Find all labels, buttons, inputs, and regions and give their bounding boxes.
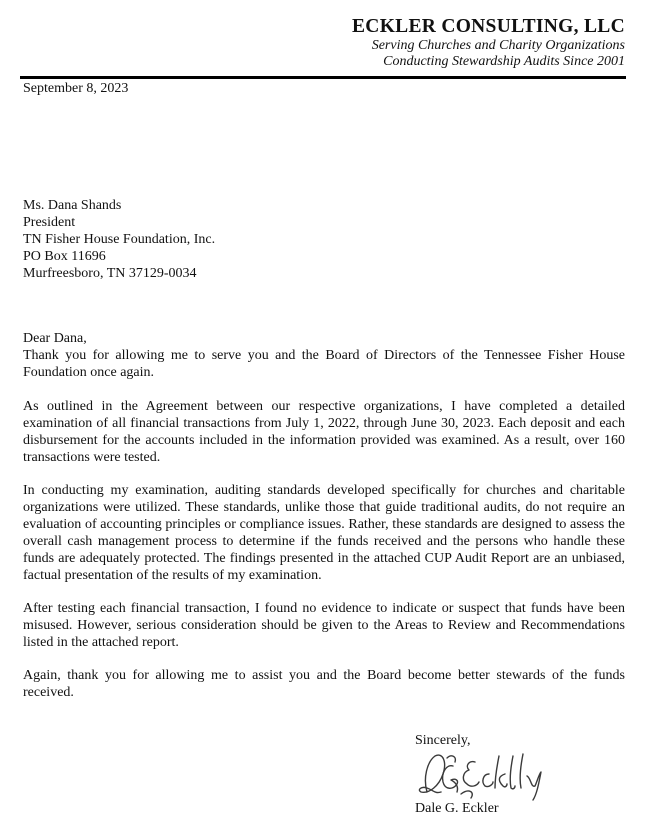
recipient-title: President [23, 215, 76, 230]
recipient-city-state-zip: Murfreesboro, TN 37129-0034 [23, 266, 197, 281]
tagline-serving: Serving Churches and Charity Organizations [371, 38, 625, 53]
paragraph-closing-thanks [23, 667, 625, 701]
letter-date: September 8, 2023 [23, 81, 129, 96]
paragraph-text: As outlined in the Agreement between our respective organizations, I have completed a detailed examination of all financial transactions from July 1, 2022, through June 30, 2023. Each deposit and each disbursement for the accounts included in the information provided was examined. As a result, over 160 transactions were tested. [23, 399, 625, 465]
recipient-address [23, 197, 215, 282]
recipient-organization: TN Fisher House Foundation, Inc. [23, 232, 216, 247]
paragraph-thanks [23, 347, 625, 381]
recipient-name: Ms. Dana Shands [23, 198, 122, 213]
tagline-conducting: Conducting Stewardship Audits Since 2001 [383, 54, 625, 69]
paragraph-standards [23, 482, 625, 584]
paragraph-text: In conducting my examination, auditing standards developed specifically for churches and charitable organizations were utilized. These standards, unlike those that guide traditional audits, do not require an evaluation of accounting principles or compliance issues. Rather, these standards are designed to assess the overall cash management process to determine if the funds received and the persons who handle these funds are adequately protected. The findings presented in the attached CUP Audit Report are an unbiased, factual presentation of the results of my examination. [23, 483, 625, 583]
letterhead [352, 16, 625, 70]
letterhead-divider [20, 76, 626, 79]
signature-icon [413, 748, 553, 804]
recipient-po-box: PO Box 11696 [23, 249, 106, 264]
paragraph-findings [23, 600, 625, 651]
signer-name: Dale G. Eckler [415, 801, 499, 816]
salutation: Dear Dana, [23, 331, 87, 346]
paragraph-scope [23, 398, 625, 466]
paragraph-text: Thank you for allowing me to serve you and the Board of Directors of the Tennessee Fisher House Foundation once again. [23, 348, 625, 380]
paragraph-text: Again, thank you for allowing me to assist you and the Board become better stewards of the funds received. [23, 668, 625, 700]
company-name: ECKLER CONSULTING, LLC [352, 16, 625, 37]
closing: Sincerely, [415, 733, 471, 748]
paragraph-text: After testing each financial transaction, I found no evidence to indicate or suspect that funds have been misused. However, serious consideration should be given to the Areas to Review and Recommendations listed in the attached report. [23, 601, 625, 650]
